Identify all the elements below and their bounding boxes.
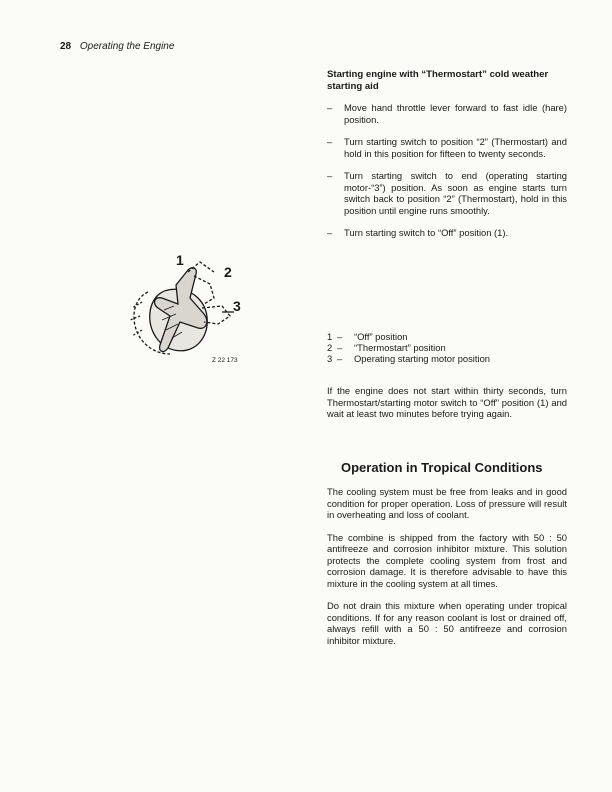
step-text: Turn starting switch to end (operating starting motor-“3”) position. As soon as engine starts turn switch back to position “2” (Thermostart), hold in this position until engine runs smoothly. (344, 170, 567, 216)
legend-row: 1 – “Off” position (327, 331, 408, 342)
starter-switch-illustration (118, 250, 268, 370)
figure-label-3: 3 (233, 298, 241, 314)
tropical-section (327, 486, 567, 657)
figure-label-2: 2 (224, 264, 232, 280)
list-item: – Turn starting switch to position “2” (Thermostart) and hold in this position for fifteen to twenty seconds. (327, 136, 567, 159)
step-text: Turn starting switch to position “2” (Thermostart) and hold in this position for fifteen to twenty seconds. (344, 136, 567, 159)
list-item: – Move hand throttle lever forward to fast idle (hare) position. (327, 102, 567, 125)
starting-steps (327, 102, 567, 239)
running-title: Operating the Engine (79, 41, 175, 52)
figure-code: Z 22 173 (212, 357, 238, 364)
no-start-note: If the engine does not start within thirty seconds, turn Thermostart/starting motor switch to “Off” position (1) and wait at least two minutes before trying again. (327, 385, 567, 419)
section-title: Operation in Tropical Conditions (341, 460, 543, 475)
legend-number: 3 (327, 353, 333, 364)
legend-row: 2 – “Thermostart” position (327, 342, 446, 353)
no-start-note-block (327, 385, 567, 431)
starting-subhead: Starting engine with “Thermostart” cold weather starting aid (327, 69, 549, 92)
legend-text: Operating starting motor position (354, 353, 491, 364)
legend-text: “Off” position (354, 331, 408, 342)
figure-legend (327, 331, 567, 364)
page-header (60, 41, 174, 52)
starting-section (327, 69, 567, 250)
step-text: Turn starting switch to “Off” position (1). (344, 227, 509, 238)
starter-switch-figure (118, 250, 268, 370)
legend-text: “Thermostart” position (354, 342, 446, 353)
legend-row: 3 – Operating starting motor position (327, 353, 491, 364)
tropical-paragraph: The cooling system must be free from leaks and in good condition for proper operation. Loss of pressure will result in overheating and loss of coolant. (327, 486, 567, 520)
step-text: Move hand throttle lever forward to fast idle (hare) position. (344, 102, 567, 125)
list-item: – Turn starting switch to “Off” position (1). (327, 227, 509, 238)
legend-number: 2 (327, 342, 333, 353)
tropical-paragraph: Do not drain this mixture when operating under tropical conditions. If for any reason coolant is lost or drained off, always refill with a 50 : 50 antifreeze and corrosion inhibitor mixture. (327, 600, 567, 646)
figure-label-1: 1 (176, 252, 184, 268)
tropical-paragraph: The combine is shipped from the factory with 50 : 50 antifreeze and corrosion inhibitor mixture. This solution protects the complete cooling system from frost and corrosion damage. It is therefore advisable to have this mixture in the cooling system at all times. (327, 531, 567, 589)
legend-number: 1 (327, 331, 333, 342)
list-item: – Turn starting switch to end (operating starting motor-“3”) position. As soon as engine starts turn switch back to position “2” (Thermostart), hold in this position until engine runs smoothly. (327, 170, 567, 216)
page-number: 28 (60, 41, 72, 52)
